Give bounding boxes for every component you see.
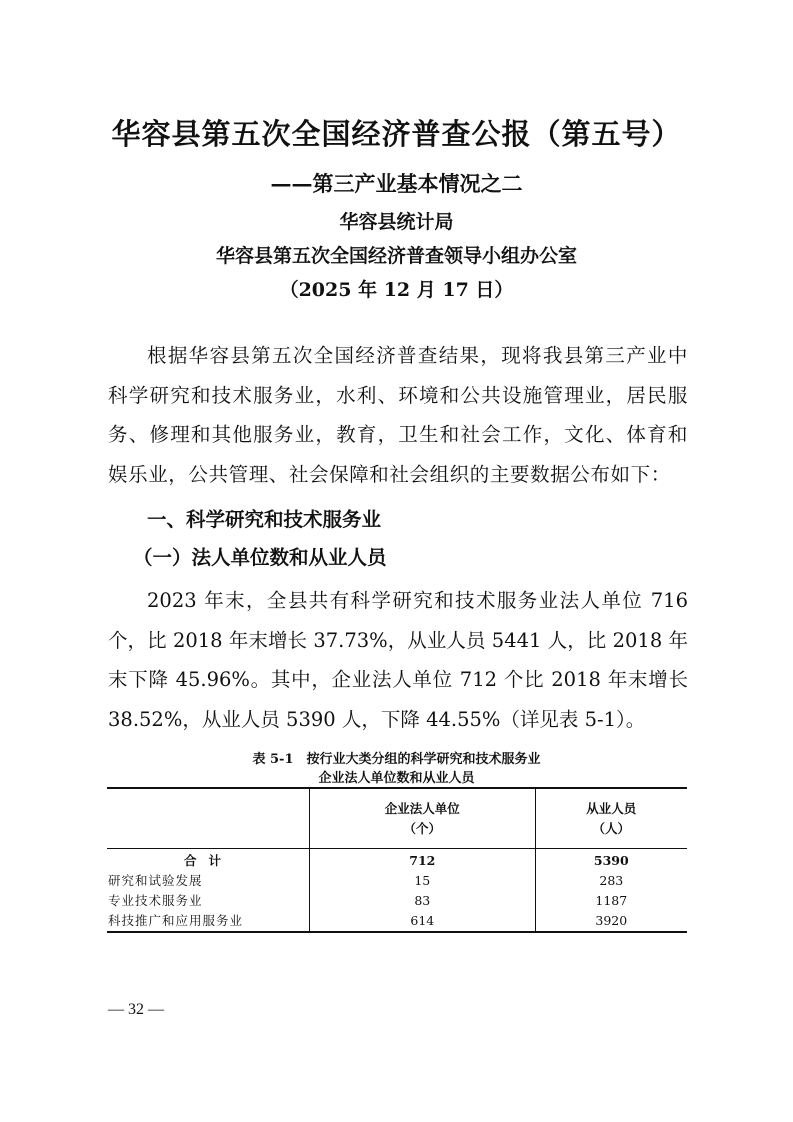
- table-row: [107, 871, 687, 891]
- row-label: 科技推广和应用服务业: [108, 913, 244, 928]
- cell-employees: 283: [535, 871, 687, 891]
- issuer-statistics-bureau: 华容县统计局: [339, 211, 454, 233]
- table-row: [107, 891, 687, 911]
- page-number: — 32 —: [108, 1001, 164, 1018]
- subsection-heading: （一）法人单位数和从业人员: [133, 546, 387, 569]
- cell-employees: 3920: [535, 911, 687, 932]
- row-label: 专业技术服务业: [108, 893, 203, 908]
- cell-units: 83: [310, 891, 536, 911]
- cell-employees: 5390: [535, 849, 687, 872]
- cell-units: 15: [310, 871, 536, 891]
- document-subtitle: ——第三产业基本情况之二: [270, 171, 523, 196]
- row-label: 合计: [183, 853, 233, 868]
- column-header-label: 从业人员: [586, 800, 637, 816]
- document-title: 华容县第五次全国经济普查公报（第五号）: [111, 117, 682, 151]
- column-header-unit: （人）: [592, 820, 631, 836]
- table-caption-line-2: 企业法人单位数和从业人员: [318, 771, 475, 786]
- column-header-label: 企业法人单位: [384, 800, 460, 816]
- table-header-units: [310, 788, 536, 849]
- subsection-paragraph: 2023 年末，全县共有科学研究和技术服务业法人单位 716 个，比 2018 年末增长 37.73%，从业人员 5441 人，比 2018 年末下降 45.96%。其中，企业法人单位 712 个比 2018 年末增长 38.52%，从业人员 5390 人，下降 44.55%（详见表 5-1）。: [108, 589, 688, 731]
- issuer-census-office: 华容县第五次全国经济普查领导小组办公室: [215, 245, 577, 267]
- table-header-row: [107, 788, 687, 849]
- publish-date: （2025 年 12 月 17 日）: [279, 279, 514, 301]
- table-header-employees: [535, 788, 687, 849]
- cell-units: 712: [310, 849, 536, 872]
- column-header-unit: （个）: [403, 820, 442, 836]
- data-table: [107, 787, 687, 933]
- table-caption-line-1: 表 5-1 按行业大类分组的科学研究和技术服务业: [252, 752, 541, 767]
- section-heading: 一、科学研究和技术服务业: [147, 508, 382, 531]
- table-header-blank: [107, 788, 310, 849]
- table-row-total: [107, 849, 687, 872]
- table-row: [107, 911, 687, 932]
- cell-units: 614: [310, 911, 536, 932]
- intro-paragraph: 根据华容县第五次全国经济普查结果，现将我县第三产业中科学研究和技术服务业，水利、环境和公共设施管理业，居民服务、修理和其他服务业，教育，卫生和社会工作，文化、体育和娱乐业，公共管理、社会保障和社会组织的主要数据公布如下：: [108, 344, 688, 486]
- cell-employees: 1187: [535, 891, 687, 911]
- row-label: 研究和试验发展: [108, 873, 203, 888]
